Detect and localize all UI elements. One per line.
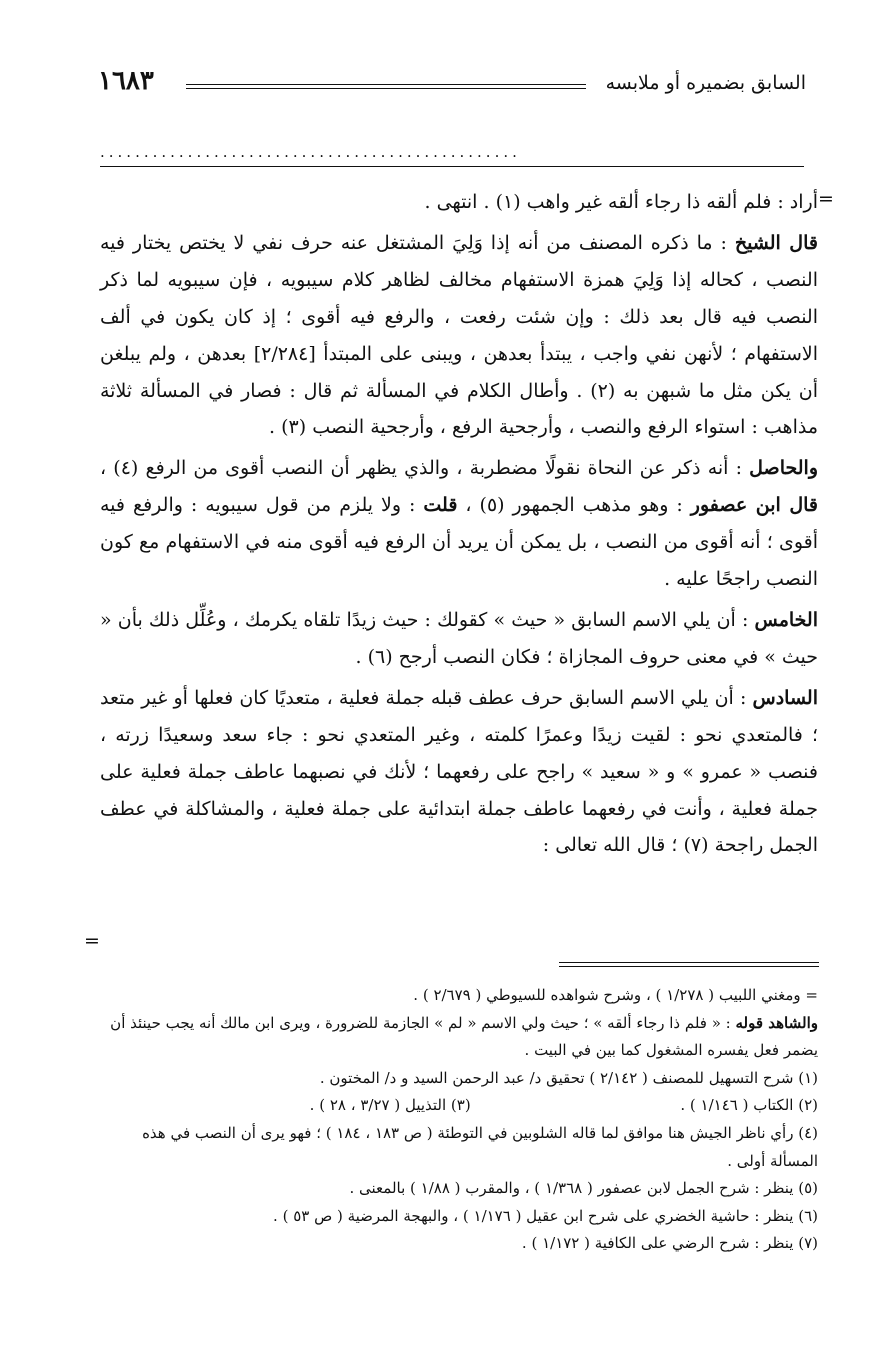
paragraph-2 bbox=[100, 225, 818, 446]
paragraph-text: : ما ذكره المصنف من أنه إذا وَلِيَ المشتغل عنه حرف نفي لا يختص يختار فيه النصب ، كحاله إذا وَلِيَ همزة الاستفهام مخالف لظاهر كلام سيبويه ، فإن سيبويه لما ذكر النصب فيه قال بعد ذلك : وإن شئت رفعت ، والرفع فيه أقوى ؛ إذ كان يكون في ألف الاستفهام ؛ لأنهن نفي واجب ، يبتدأ بعدهن ، ويبنى على المبتدأ [٢/٢٨٤] بعدهن ، ولم يبلغن أن يكن مثل ما شبهن به (٢) . وأطال الكلام في المسألة ثم قال : فصار في المسألة ثلاثة مذاهب : استواء الرفع والنصب ، وأرجحية الرفع ، وأرجحية النصب (٣) . bbox=[100, 231, 818, 439]
section-label: والحاصل bbox=[749, 457, 818, 480]
section-label: الخامس bbox=[754, 608, 818, 631]
paragraph-1: أراد : فلم ألقه ذا رجاء ألقه غير واهب (١) . انتهى . bbox=[424, 191, 818, 213]
paragraph-text: : أنه ذكر عن النحاة نقولًا مضطربة ، والذي يظهر أن النصب أقوى من الرفع (٤) ، bbox=[100, 457, 743, 480]
footnote-rule-second bbox=[559, 966, 819, 967]
footnote-label: والشاهد قوله bbox=[735, 1013, 818, 1032]
section-label: قلت bbox=[423, 494, 458, 517]
footnote-6: (٦) ينظر : حاشية الخضري على شرح ابن عقيل ( ١/١٧٦ ) ، والبهجة المرضية ( ص ٥٣ ) . bbox=[273, 1206, 818, 1225]
paragraph-4 bbox=[100, 602, 818, 676]
footnote-rule bbox=[559, 962, 819, 963]
footnote-4: (٤) رأي ناظر الجيش هنا موافق لما قاله الشلوبين في التوطئة ( ص ١٨٣ ، ١٨٤ ) ؛ فهو يرى أن النصب في هذه المسألة أولى . bbox=[142, 1123, 818, 1170]
separator-rule bbox=[100, 166, 804, 167]
section-label: السادس bbox=[752, 686, 818, 709]
paragraph-5 bbox=[100, 680, 818, 865]
footnote-5: (٥) ينظر : شرح الجمل لابن عصفور ( ١/٣٦٨ ) ، والمقرب ( ١/٨٨ ) بالمعنى . bbox=[349, 1179, 818, 1198]
footnotes bbox=[100, 982, 818, 1258]
paragraph-3 bbox=[100, 450, 818, 598]
paragraph-text: : وهو مذهب الجمهور (٥) ، bbox=[465, 494, 683, 517]
footnote-continuation: = ومغني اللبيب ( ١/٢٧٨ ) ، وشرح شواهده للسيوطي ( ٢/٦٧٩ ) . bbox=[413, 986, 818, 1004]
footnote-2: (٢) الكتاب ( ١/١٤٦ ) . bbox=[680, 1096, 818, 1115]
footnote-text: : « فلم ذا رجاء ألقه » ؛ حيث ولي الاسم « لم » الجازمة للضرورة ، ويرى ابن مالك أنه يجب حينئذ أن يضمر فعل يفسره المشغول كما بين في البيت . bbox=[110, 1013, 818, 1060]
continuation-mark-top: = bbox=[818, 188, 834, 210]
paragraph-text: : أن يلي الاسم السابق حرف عطف قبله جملة فعلية ، متعديًا كان فعلها أو غير متعد ؛ فالمتعدي نحو : لقيت زيدًا وعمرًا كلمته ، وغير المتعدي نحو : جاء سعد وسعيدًا زرته ، فنصب « عمرو » و « سعيد » راجح على رفعهما ؛ لأنك في نصبهما عاطف جملة فعلية على جملة فعلية ، وأنت في رفعهما عاطف جملة ابتدائية على جملة فعلية ، والمشاكلة في عطف الجمل راجحة (٧) ؛ قال الله تعالى : bbox=[100, 686, 818, 857]
footnote-shahid bbox=[100, 1010, 818, 1065]
running-header bbox=[98, 66, 806, 112]
section-label: قال الشيخ bbox=[734, 231, 818, 254]
page-number: ١٦٨٣ bbox=[98, 66, 154, 96]
dotted-separator: ................................................ bbox=[100, 144, 521, 160]
main-text bbox=[100, 184, 818, 868]
paragraph-text: : ولا يلزم من قول سيبويه : والرفع فيه أقوى ؛ أنه أقوى من النصب ، بل يمكن أن يريد أن الرفع فيه أقوى منه في الاستفهام مع كون النصب راجحًا عليه . bbox=[100, 494, 818, 591]
paragraph-text: : أن يلي الاسم السابق « حيث » كقولك : حيث زيدًا تلقاه يكرمك ، وعُلِّل ذلك بأن « حيث » في معنى حروف المجازاة ؛ فكان النصب أرجح (٦) . bbox=[100, 608, 818, 668]
section-label: قال ابن عصفور bbox=[690, 494, 818, 517]
running-title: السابق بضميره أو ملابسه bbox=[605, 72, 806, 94]
footnote-3: (٣) التذييل ( ٣/٢٧ ، ٢٨ ) . bbox=[309, 1096, 471, 1115]
footnote-row bbox=[100, 1092, 818, 1120]
footnote-1: (١) شرح التسهيل للمصنف ( ٢/١٤٢ ) تحقيق د/ عبد الرحمن السيد و د/ المختون . bbox=[319, 1068, 818, 1087]
continuation-mark-bottom: = bbox=[84, 930, 100, 952]
header-double-rule bbox=[186, 84, 586, 89]
footnote-7: (٧) ينظر : شرح الرضي على الكافية ( ١/١٧٢ ) . bbox=[521, 1234, 818, 1253]
